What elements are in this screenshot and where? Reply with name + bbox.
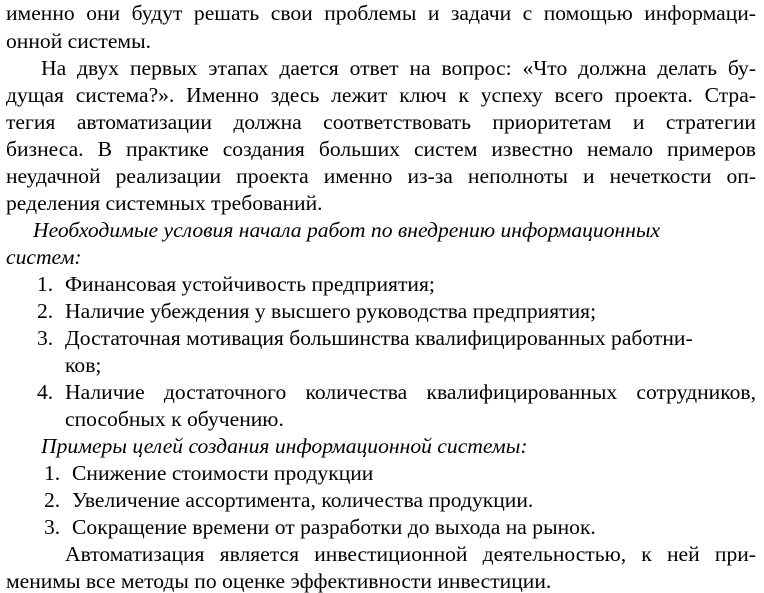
condition-number: 2. bbox=[37, 299, 54, 323]
paragraph-1-line-1: именно они будут решать свои проблемы и задачи с помощью информаци- bbox=[6, 1, 756, 25]
condition-number: 4. bbox=[37, 380, 54, 404]
condition-item-text: Достаточная мотивация большинства квалифицированных работни- bbox=[65, 326, 693, 350]
goals-heading: Примеры целей создания информационной системы: bbox=[41, 434, 528, 458]
condition-item-text-continued: способных к обучению. bbox=[65, 407, 284, 431]
paragraph-2-line-4: бизнеса. В практике создания больших систем известно немало примеров bbox=[6, 137, 756, 161]
condition-item-text: Финансовая устойчивость предприятия; bbox=[65, 272, 435, 296]
paragraph-2-line-1: На двух первых этапах дается ответ на вопрос: «Что должна делать бу- bbox=[41, 56, 756, 80]
goal-number: 1. bbox=[44, 461, 61, 485]
conditions-heading-line-1: Необходимые условия начала работ по внедрению информационных bbox=[33, 218, 661, 242]
condition-number: 1. bbox=[37, 272, 54, 296]
goal-item-text: Увеличение ассортимента, количества продукции. bbox=[72, 488, 534, 512]
goal-item-text: Снижение стоимости продукции bbox=[72, 461, 374, 485]
goal-item-text: Сокращение времени от разработки до выхода на рынок. bbox=[72, 515, 596, 539]
paragraph-2-line-5: неудачной реализации проекта именно из-за неполноты и нечеткости оп- bbox=[6, 164, 756, 188]
condition-item-text: Наличие достаточного количества квалифицированных сотрудников, bbox=[65, 380, 756, 404]
condition-number: 3. bbox=[37, 326, 54, 350]
conditions-heading-line-2: систем: bbox=[6, 245, 82, 269]
paragraph-3-line-1: Автоматизация является инвестиционной деятельностью, к ней при- bbox=[65, 542, 756, 566]
goal-number: 3. bbox=[44, 515, 61, 539]
paragraph-1-line-2: онной системы. bbox=[6, 29, 151, 53]
paragraph-2-line-3: тегия автоматизации должна соответствовать приоритетам и стратегии bbox=[6, 110, 756, 134]
paragraph-2-line-6: ределения системных требований. bbox=[6, 191, 323, 215]
condition-item-text: Наличие убеждения у высшего руководства предприятия; bbox=[65, 299, 597, 323]
goal-number: 2. bbox=[44, 488, 61, 512]
paragraph-3-line-2: менимы все методы по оценке эффективности инвестиции. bbox=[6, 569, 552, 593]
paragraph-2-line-2: дущая система?». Именно здесь лежит ключ к успеху всего проекта. Стра- bbox=[6, 83, 756, 107]
condition-item-text-continued: ков; bbox=[65, 353, 102, 377]
